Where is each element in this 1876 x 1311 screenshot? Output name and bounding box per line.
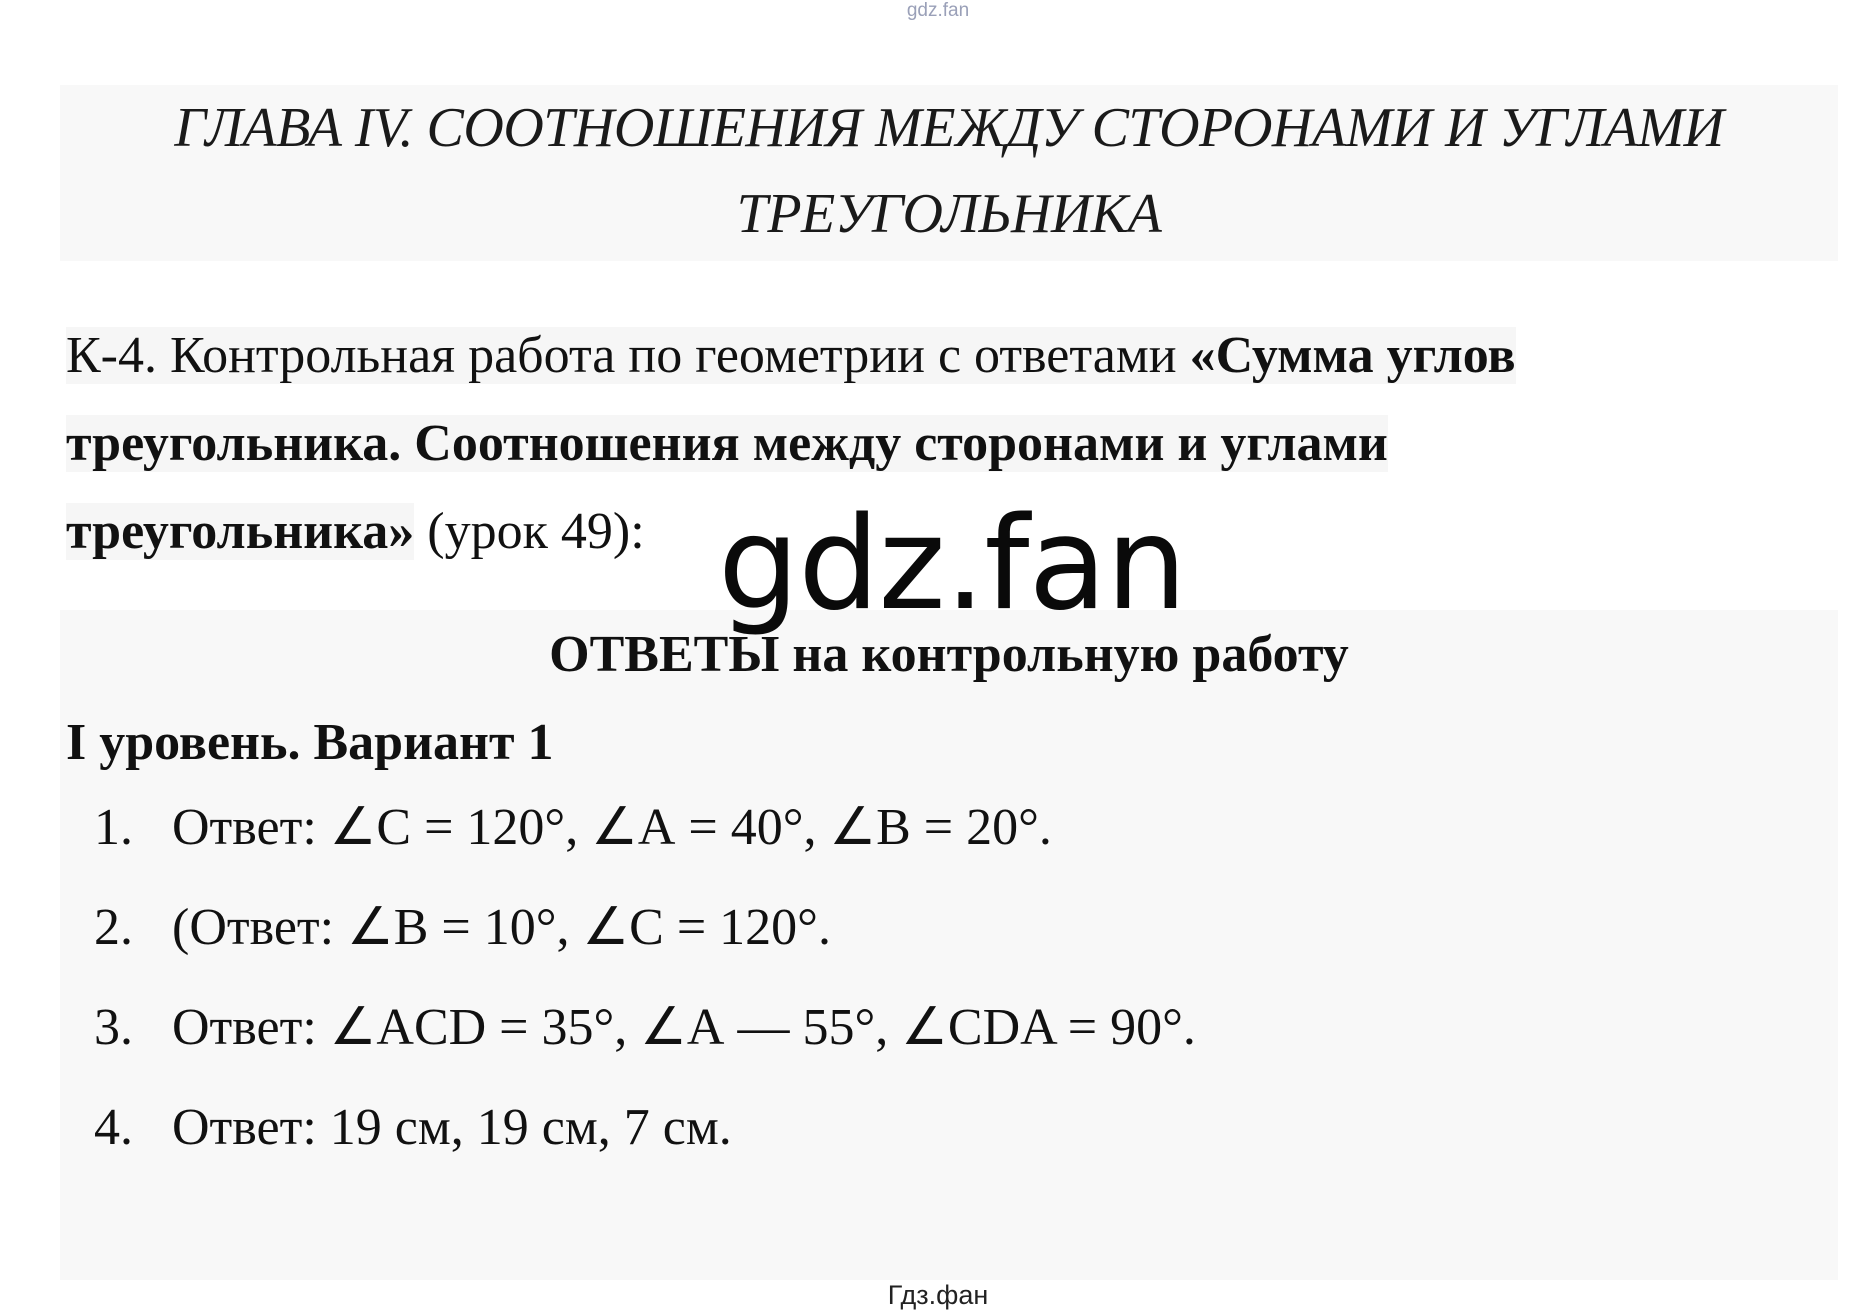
answer-item-4 bbox=[94, 1093, 1594, 1193]
task-heading-suffix: (урок 49): bbox=[414, 503, 645, 560]
answer-text: Ответ: ∠ACD = 35°, ∠А — 55°, ∠CDA = 90°. bbox=[172, 999, 1196, 1056]
answer-text: (Ответ: ∠В = 10°, ∠С = 120°. bbox=[172, 899, 831, 956]
gdz-watermark: gdz.fan bbox=[718, 490, 1186, 639]
header-watermark: gdz.fan bbox=[906, 0, 970, 21]
answer-item-1 bbox=[94, 793, 1594, 893]
answers-list bbox=[94, 793, 1594, 1193]
level-title: I уровень. Вариант 1 bbox=[66, 714, 554, 771]
task-heading-bold-title: «Сумма углов треугольника. Соотношения между сторонами и углами треугольника» bbox=[66, 327, 1516, 560]
chapter-title bbox=[60, 85, 1838, 257]
answer-number: 1. bbox=[94, 799, 133, 856]
answers-title: ОТВЕТЫ на контрольную работу bbox=[549, 626, 1349, 683]
task-heading-prefix: К-4. Контрольная работа по геометрии с ответами bbox=[66, 327, 1190, 384]
answer-number: 2. bbox=[94, 899, 133, 956]
answer-item-3 bbox=[94, 993, 1594, 1093]
answer-number: 3. bbox=[94, 999, 133, 1056]
answer-text: Ответ: 19 см, 19 см, 7 см. bbox=[172, 1099, 732, 1156]
answer-item-2 bbox=[94, 893, 1594, 993]
answer-text: Ответ: ∠С = 120°, ∠А = 40°, ∠В = 20°. bbox=[172, 799, 1052, 856]
answer-number: 4. bbox=[94, 1099, 133, 1156]
chapter-title-line-1: ГЛАВА IV. СООТНОШЕНИЯ МЕЖДУ СТОРОНАМИ И УГЛАМИ bbox=[174, 97, 1724, 159]
footer-watermark: Гдз.фан bbox=[887, 1280, 989, 1310]
chapter-title-line-2: ТРЕУГОЛЬНИКА bbox=[736, 183, 1162, 245]
